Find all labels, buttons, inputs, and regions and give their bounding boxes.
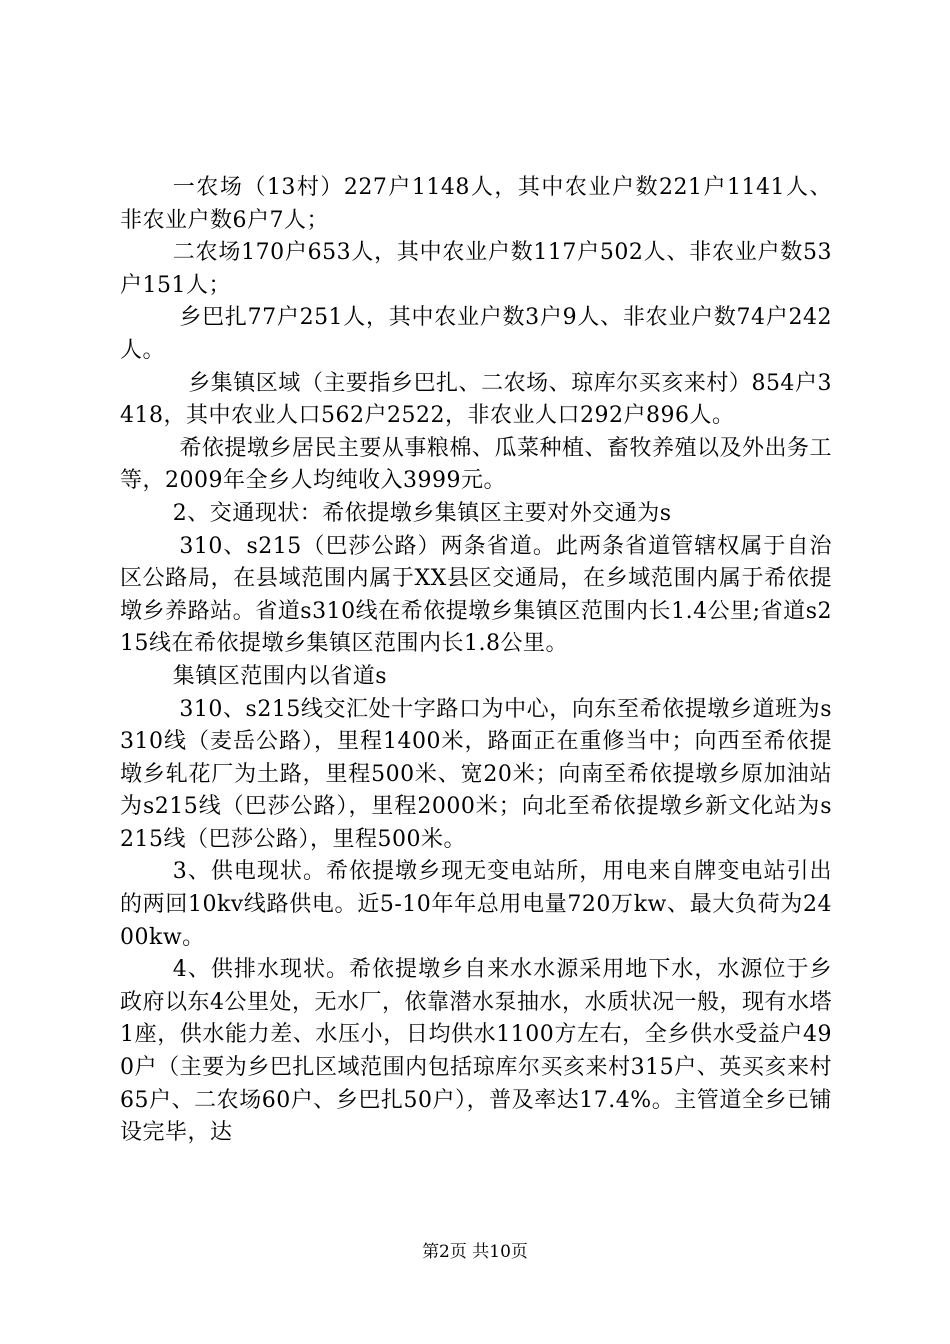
paragraph-roads-heading: 集镇区范围内以省道s xyxy=(172,663,388,689)
paragraph-income: 希依提墩乡居民主要从事粮棉、瓜菜种植、畜牧养殖以及外出务工等，2009年全乡人均纯收入3999元。 xyxy=(120,435,832,494)
paragraph-farm-two: 二农场170户653人，其中农业户数117户502人、非农业户数53户151人； xyxy=(120,240,832,298)
paragraph-power-supply: 3、供电现状。希依提墩乡现无变电站所，用电来自牌变电站引出的两回10kv线路供电。近5-10年年总用电量720万kw、最大负荷为2400kw。 xyxy=(120,859,832,950)
paragraph-traffic-heading: 2、交通现状：希依提墩乡集镇区主要对外交通为s xyxy=(172,500,672,526)
paragraph-town-area: 乡集镇区域（主要指乡巴扎、二农场、琼库尔买亥来村）854户3418，其中农业人口562户2522，非农业人口292户896人。 xyxy=(120,370,832,429)
paragraph-farm-one: 一农场（13村）227户1148人，其中农业户数221户1141人、非农业户数6户7人； xyxy=(120,175,832,233)
page-footer: 第2页 共10页 xyxy=(422,1242,528,1262)
document-body xyxy=(120,172,832,1150)
paragraph-traffic-detail: 310、s215（巴莎公路）两条省道。此两条省道管辖权属于自治区公路局，在县域范围内属于XX县区交通局，在乡域范围内属于希依提墩乡养路站。省道s310线在希依提墩乡集镇区范围内长1.4公里;省道s215线在希依提墩乡集镇区范围内长1.8公里。 xyxy=(120,533,832,657)
paragraph-water-supply: 4、供排水现状。希依提墩乡自来水水源采用地下水，水源位于乡政府以东4公里处，无水厂，依靠潜水泵抽水，水质状况一般，现有水塔1座，供水能力差、水压小，日均供水1100方左右，全乡供水受益户490户（主要为乡巴扎区域范围内包括琼库尔买亥来村315户、英买亥来村65户、二农场60户、乡巴扎50户），普及率达17.4%。主管道全乡已铺设完毕，达 xyxy=(120,957,832,1146)
paragraph-roads-detail: 310、s215线交汇处十字路口为中心，向东至希依提墩乡道班为s310线（麦岳公路），里程1400米，路面正在重修当中；向西至希依提墩乡轧花厂为土路，里程500米、宽20米；向南至希依提墩乡原加油站为s215线（巴莎公路），里程2000米；向北至希依提墩乡新文化站为s215线（巴莎公路），里程500米。 xyxy=(120,696,832,852)
paragraph-bazaar: 乡巴扎77户251人，其中农业户数3户9人、非农业户数74户242人。 xyxy=(120,305,832,363)
